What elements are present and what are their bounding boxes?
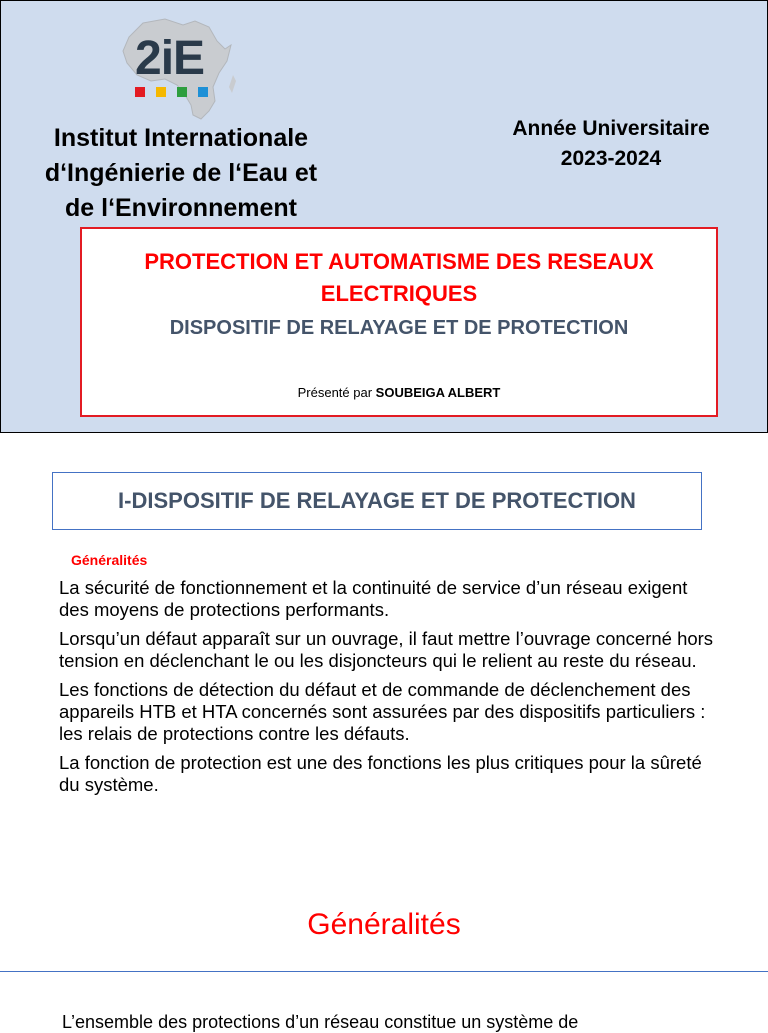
institution-name <box>31 121 331 226</box>
logo-color-squares <box>135 87 208 97</box>
paragraph: Les fonctions de détection du défaut et de commande de déclenchement des appareils HTB et HTA concernés sont assurées par des dispositifs particuliers : les relais de protections contre les défauts. <box>59 679 706 744</box>
generalites-label: Généralités <box>71 552 148 568</box>
logo-text: 2iE <box>135 32 205 85</box>
paragraph: La fonction de protection est une des fonctions les plus critiques pour la sûreté du système. <box>59 752 702 795</box>
institution-line: de l‘Environnement <box>65 194 297 222</box>
paragraph: Lorsqu’un défaut apparaît sur un ouvrage, il faut mettre l’ouvrage concerné hors tension en déclenchant le ou les disjoncteurs qui le relient au reste du réseau. <box>59 628 714 671</box>
course-title <box>92 246 706 310</box>
institution-line: d‘Ingénierie de l‘Eau et <box>44 159 318 187</box>
logo-square-green <box>177 87 187 97</box>
year-value: 2023-2024 <box>560 147 662 170</box>
year-label: Année Universitaire <box>512 117 710 140</box>
paragraph: La sécurité de fonctionnement et la continuité de service d’un réseau exigent des moyens de protections performants. <box>59 577 688 620</box>
section-title-box <box>52 472 702 530</box>
section-title: I-DISPOSITIF DE RELAYAGE ET DE PROTECTION <box>118 488 636 513</box>
generalites-heading: Généralités <box>307 908 461 941</box>
presenter <box>92 385 706 400</box>
course-title-line: PROTECTION ET AUTOMATISME DES RESEAUX <box>144 249 654 274</box>
presenter-prefix: Présenté par <box>297 385 373 400</box>
course-title-line: ELECTRIQUES <box>320 281 478 306</box>
logo-square-blue <box>198 87 208 97</box>
2ie-logo <box>113 15 237 123</box>
logo-square-yellow <box>156 87 166 97</box>
institution-line: Institut Internationale <box>53 124 309 152</box>
presenter-name: SOUBEIGA ALBERT <box>375 385 501 400</box>
title-slide <box>0 0 768 433</box>
academic-year <box>491 114 731 174</box>
course-title-box <box>80 227 718 417</box>
content-paragraphs <box>59 577 719 803</box>
course-subtitle: DISPOSITIF DE RELAYAGE ET DE PROTECTION <box>169 317 629 339</box>
logo-square-red <box>135 87 145 97</box>
divider-line <box>0 971 768 972</box>
partial-paragraph: L’ensemble des protections d’un réseau constitue un système de <box>62 1012 579 1032</box>
